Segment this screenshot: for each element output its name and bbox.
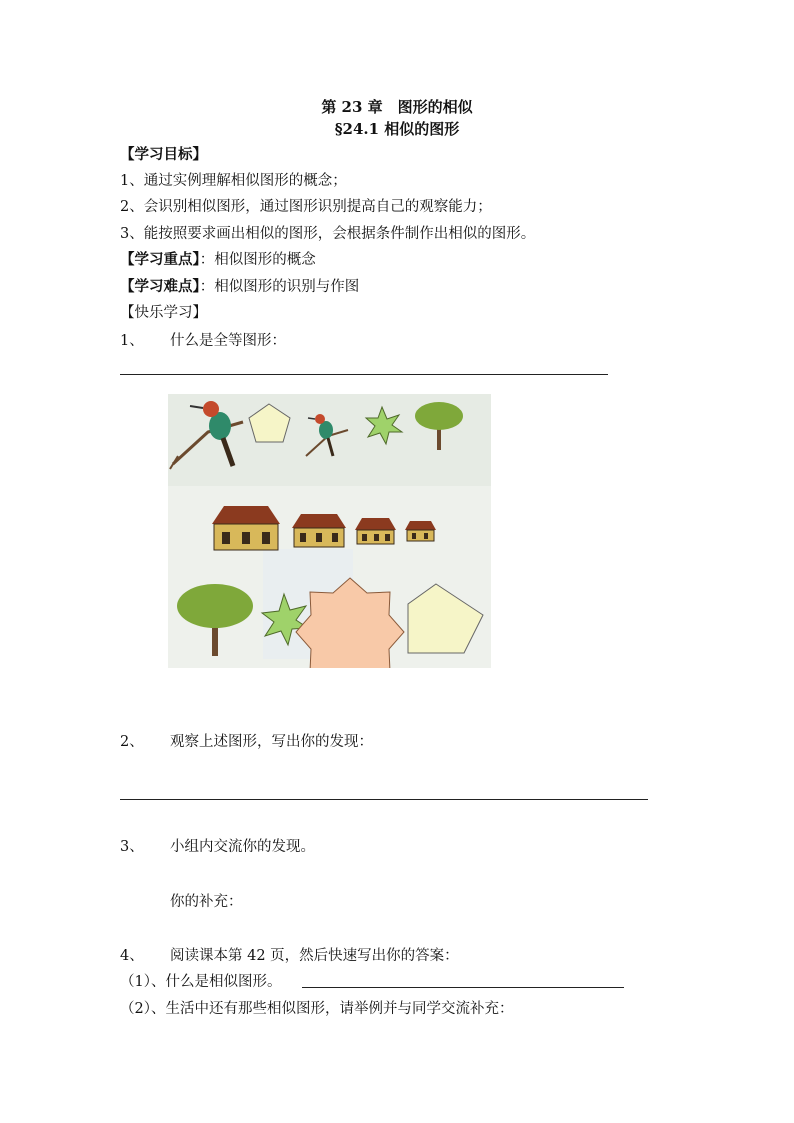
question-3 [120, 837, 315, 857]
house-tiny-icon [405, 521, 436, 541]
objective-item-1: 1、通过实例理解相似图形的概念； [120, 173, 347, 189]
chapter-title: 第 23 章 图形的相似 [321, 98, 473, 116]
key-point-text: ：相似图形的概念 [199, 252, 316, 268]
question-number: 4、 [120, 948, 144, 964]
house-large-icon [212, 506, 280, 550]
shapes-illustration [168, 394, 491, 668]
section-title: §24.1 相似的图形 [334, 120, 460, 138]
question-text: 什么是全等图形： [170, 333, 286, 349]
question-1 [120, 331, 286, 351]
answer-line-2[interactable] [120, 799, 648, 800]
question-text: 小组内交流你的发现。 [170, 839, 315, 855]
question-number: 3、 [120, 839, 144, 855]
difficulty-label: 【学习难点】 [120, 278, 200, 295]
subquestion-1: （1）、什么是相似图形。 [120, 974, 282, 990]
key-point-line [120, 250, 316, 270]
subquestion-2: （2）、生活中还有那些相似图形，请举例并与同学交流补充： [120, 1001, 514, 1017]
difficulty-line [120, 277, 359, 297]
question-number: 1、 [120, 333, 144, 349]
house-medium-icon [292, 514, 346, 547]
question-4 [120, 946, 459, 966]
answer-line-1[interactable] [120, 374, 608, 375]
happy-learning-heading: 【快乐学习】 [120, 305, 207, 321]
objective-item-2: 2、会识别相似图形，通过图形识别提高自己的观察能力； [120, 199, 492, 215]
supplement-label: 你的补充： [170, 894, 243, 910]
question-text: 阅读课本第 42 页，然后快速写出你的答案： [170, 948, 459, 964]
question-2 [120, 732, 373, 752]
question-number: 2、 [120, 734, 144, 750]
question-text: 观察上述图形，写出你的发现： [170, 734, 373, 750]
answer-line-4-1[interactable] [302, 987, 624, 988]
shapes-figure [168, 394, 491, 668]
key-point-label: 【学习重点】 [120, 251, 200, 268]
house-small-icon [355, 518, 396, 544]
objectives-heading: 【学习目标】 [120, 146, 207, 163]
objective-item-3: 3、能按照要求画出相似的图形，会根据条件制作出相似的图形。 [120, 226, 536, 242]
difficulty-text: ：相似图形的识别与作图 [199, 279, 360, 295]
